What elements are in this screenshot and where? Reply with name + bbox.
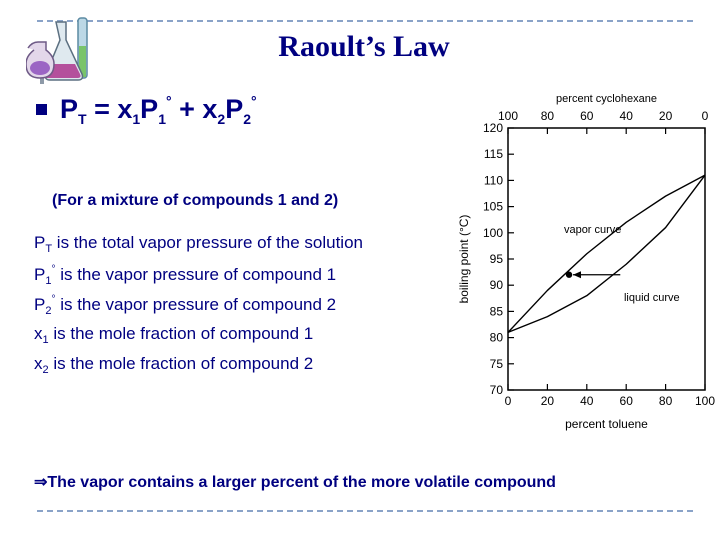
y-tick-label: 120	[482, 121, 503, 135]
def-text: is the vapor pressure of compound 1	[55, 265, 337, 284]
top-tick-label: 60	[580, 109, 594, 123]
x-tick-label: 60	[619, 394, 633, 408]
def-sup: °	[51, 264, 56, 275]
y-axis-title: boiling point (°C)	[457, 214, 471, 304]
y-tick-label: 85	[489, 304, 503, 319]
top-axis-title: percent cyclohexane	[556, 93, 657, 105]
implies-arrow-icon: ⇒	[34, 474, 48, 491]
formula-p2-sub: 2	[243, 111, 251, 127]
def-sub: 2	[42, 364, 49, 376]
def-sub: 1	[45, 275, 52, 287]
def-text: is the total vapor pressure of the solution	[52, 233, 363, 252]
arrow-head	[573, 271, 581, 278]
def-symbol: x	[34, 324, 43, 343]
formula-p1-sub: 1	[158, 111, 166, 127]
y-tick-label: 105	[482, 199, 503, 214]
top-tick-label: 100	[497, 109, 519, 123]
top-tick-label: 20	[658, 109, 673, 123]
formula-x2-sub: 2	[217, 111, 226, 127]
formula-x1-sub: 1	[132, 111, 141, 127]
y-tick-label: 80	[489, 330, 503, 345]
y-tick-label: 90	[489, 278, 503, 293]
formula-eq: = x	[86, 94, 133, 124]
definition-x1	[34, 324, 313, 346]
definition-x2	[34, 354, 313, 376]
definition-pt	[34, 233, 363, 255]
formula-deg1: °	[165, 93, 172, 109]
top-tick-label: 0	[701, 109, 709, 123]
y-tick-label: 115	[483, 147, 503, 162]
page-title: Raoult’s Law	[278, 30, 450, 63]
vapor-point-marker	[566, 272, 572, 278]
y-tick-label: 75	[489, 356, 503, 371]
x-tick-label: 100	[694, 394, 716, 408]
conclusion-text: The vapor contains a larger percent of the more volatile compound	[47, 474, 556, 491]
vapor-curve-line	[508, 175, 705, 332]
y-tick-label: 95	[489, 252, 503, 266]
def-text: is the mole fraction of compound 1	[48, 324, 314, 343]
def-text: is the mole fraction of compound 2	[48, 354, 314, 373]
liquid-curve-line	[508, 175, 705, 332]
bottom-divider	[37, 510, 693, 512]
x-tick-label: 0	[504, 394, 512, 408]
formula-t-sub: T	[78, 111, 87, 127]
def-sub: 1	[42, 334, 49, 346]
top-tick-label: 40	[619, 109, 633, 123]
def-symbol: P	[34, 233, 46, 252]
x-axis-title: percent toluene	[565, 417, 648, 431]
y-tick-label: 110	[483, 173, 503, 188]
boiling-point-chart	[430, 78, 726, 438]
liquid-curve-label: liquid curve	[623, 291, 680, 304]
def-symbol: x	[34, 354, 43, 373]
raoult-formula	[60, 93, 257, 127]
formula-plus: + x	[171, 94, 218, 124]
top-tick-label: 80	[540, 109, 555, 123]
conclusion	[34, 472, 556, 492]
def-sup: °	[51, 294, 56, 305]
def-sub: 2	[45, 305, 52, 317]
formula-p: P	[60, 94, 79, 124]
x-tick-label: 40	[580, 394, 594, 408]
formula-p2: P	[225, 94, 244, 124]
def-symbol: P	[34, 265, 46, 284]
formula-p1: P	[140, 94, 159, 124]
y-tick-label: 70	[489, 383, 503, 397]
definition-p1	[34, 264, 336, 287]
def-symbol: P	[34, 295, 46, 314]
top-divider	[37, 20, 693, 22]
mixture-note: (For a mixture of compounds 1 and 2)	[52, 192, 339, 209]
formula-deg2: °	[251, 93, 257, 109]
definition-p2	[34, 294, 336, 317]
square-bullet-icon	[36, 104, 47, 115]
y-tick-label: 100	[482, 225, 503, 240]
plot-frame	[508, 128, 705, 390]
def-sub: T	[45, 243, 53, 255]
x-tick-label: 20	[540, 394, 555, 408]
x-tick-label: 80	[658, 394, 673, 408]
vapor-curve-label: vapor curve	[563, 223, 622, 236]
def-text: is the vapor pressure of compound 2	[55, 295, 337, 314]
